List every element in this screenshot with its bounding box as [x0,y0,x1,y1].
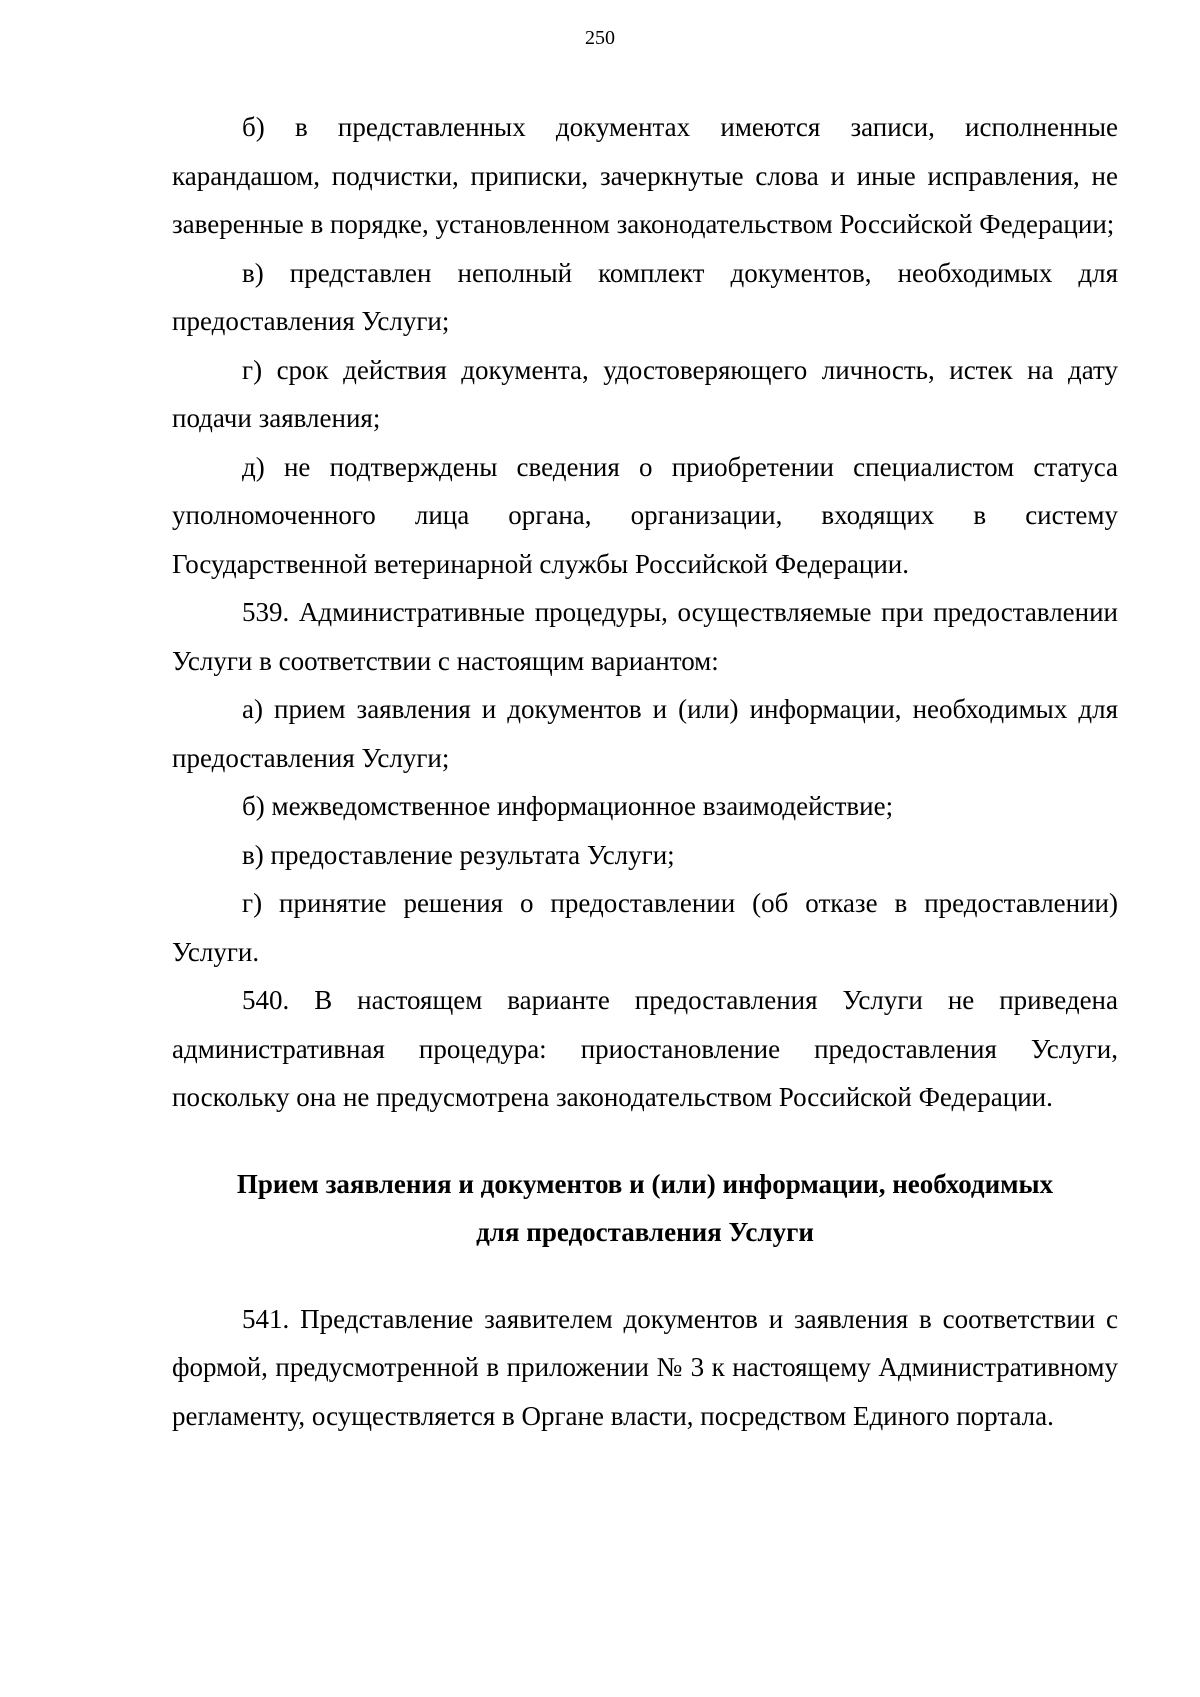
document-body [172,103,1118,1440]
paragraph: 539. Административные процедуры, осуществляемые при предоставлении Услуги в соответствии с настоящим вариантом: [172,597,1118,676]
paragraph: в) предоставление результата Услуги; [242,839,675,870]
paragraph: д) не подтверждены сведения о приобретении специалистом статуса уполномоченного лица органа, организации, входящих в систему Государственной ветеринарной службы Российской Федерации. [172,451,1118,579]
paragraph: 540. В настоящем варианте предоставления Услуги не приведена административная процедура: приостановление предоставления Услуги, поскольку она не предусмотрена законодательством Российской Федерации. [172,985,1118,1112]
paragraph: в) представлен неполный комплект документов, необходимых для предоставления Услуги; [172,257,1118,336]
paragraph: г) срок действия документа, удостоверяющего личность, истек на дату подачи заявления; [172,354,1118,433]
paragraph: б) в представленных документах имеются записи, исполненные карандашом, подчистки, приписки, зачеркнутые слова и иные исправления, не заверенные в порядке, установленном законодательством Российской Федерации; [172,112,1118,239]
paragraph: 541. Представление заявителем документов и заявления в соответствии с формой, предусмотренной в приложении № 3 к настоящему Административному регламенту, осуществляется в Органе власти, посредством Единого портала. [172,1303,1118,1431]
paragraph: г) принятие решения о предоставлении (об отказе в предоставлении) Услуги. [172,888,1118,967]
paragraph: а) прием заявления и документов и (или) информации, необходимых для предоставления Услуги; [172,694,1118,773]
section-heading-line: для предоставления Услуги [476,1217,814,1247]
section-heading [172,1160,1118,1257]
page-number: 250 [585,27,615,49]
section-heading-line: Прием заявления и документов и (или) информации, необходимых [236,1168,1054,1199]
paragraph: б) межведомственное информационное взаимодействие; [242,791,894,821]
